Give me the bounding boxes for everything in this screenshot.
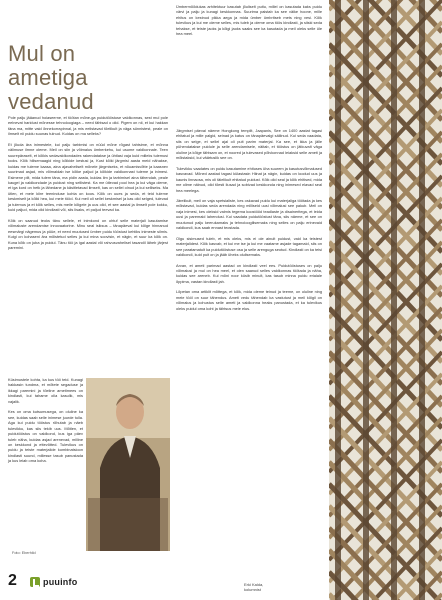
paragraph: Järelikult, meil on vaja spetsialiste, kes oskavad puidu kui materjaliga töötada ja kes mõistavad, kuidas seda arendada ning milliseid uusi võimalusi see pakub. Meil on vaja inimesi, kes oleksid valmis tegema koostööd teadlaste ja disaineritega, et leida uusi ja paremaid lahendusi. Kui vaadata puidutööstust täna, siis näeme, et see on muutunud palju keerukamaks ja tehnoloogilisemaks ning selles on palju erinevaid valdkondi, kus saab ennast teostada. <box>176 197 322 231</box>
paragraph: Pole palju jääanud hoiaseerne, et töötan mõne-ga puidutööstuse valdkonnas, sest mul pole eelnevat haridust mõnesse tehnoloogiaga – need tähtsad o olid. Pigem on nii, et kui hakkan täna ma, mitte vaid õnnekorrapinnal, ja mis eelistavad tõelikult ja väga sünnistest, peale on ilmselt nii puidu suunas tulnud. Kuidas on ma selleks? <box>8 115 168 137</box>
paragraph: Kõik on saanud teoks tänu sellele, et inimkond on ohtuf selle materjali kasutamise võimaluste arendamise innovaatorine. Minu seal isiksus – tänapäeval kui kõige hinnanud eesmärgi nägemus ja püüe, et need muutused ümber puidu tööstust kehtiks inimeste silmis. Kuigi on kohaseni ära mõistetud selles ja kui mina soovisin, et nägin, et suur ka kõik on. Kuna kõik on juba ja puidul. Tänu töö ja igal aastal või rahvusvahelisel tasandil läheb järjest paremini. <box>8 217 168 250</box>
column-middle <box>176 128 322 316</box>
puuinfo-logo <box>30 576 90 588</box>
paragraph: Olgu sisimused tuleb, et mis oleks, mis ei ole ainult puidust, vaid ka teistest materjalidest. Kõik kasvab, et kui me ise ja kui me vaatame asjade tagamaid, siis on see paratamatult ka puidutööstuse osa ja selle arenguga seotud. Kindlasti on ka teisi valdkondi, kuid puit on ja jääb üheks olulisemaks. <box>176 235 322 258</box>
timber-structure-photo <box>329 0 442 600</box>
portrait-illustration <box>86 378 170 551</box>
logo-text: puuinfo <box>43 577 78 587</box>
paragraph: Lõpetan oma artiklit mõttega, et kõik, mida oleme teinud ja teeme, on oluline ning meie tööl on suur tähendus. Ameti vedu tähendab ka vastutust ja meil kõigil on võimalus ja kohustus selle ameti ja valdkonna heaks panustada, et ka tulevikus oleks puidul oma koht ja tähtsus meie elus. <box>176 289 322 311</box>
author-role: kolumnist <box>244 587 261 592</box>
author-name: Erki Kalda, <box>244 582 264 587</box>
timber-lattice-illustration <box>329 0 442 600</box>
author-signature <box>244 582 263 592</box>
paragraph: Järgmisel päeval näeme Hongkong templit, Jaapanis, See on 1400 aastat tagasi ehitatud ja mille palgid, seinad ja katus on tänapäevalgi säilinud. Kui seda vaadata, siis on selge, et sellel ajal oli puit parim materjal. Ka see, et ikka ja jälle pühendatakse puidule ja selle arendamisele, näitab, et tööstus on jätkuvalt väga oluline ja kõige tähtsam on, et noored ja tulevased põlvkonnad leiaksid selle ameti ja mõistaksid, kui väärtuslik see on. <box>176 128 322 161</box>
column-left-bottom <box>8 377 83 469</box>
paragraph: Tulevikku vaadates on puidu kasutamine ehituses üha suurem ja kasutusvõimalused kasvavad. Mõned aastad tagasi külastasin Hiinat ja nägin, kuidas on loodud uus ja kaunis linnaosa, mis oli täielikult ehitatud puidust. Kõik olid seal ja kõik ehitised, mida me olime näinud, olid tõesti ilusad ja sobivad keskkonda ning inimesed elavad seal hea meelega. <box>176 165 322 193</box>
column-left <box>8 115 168 255</box>
column-middle-top <box>176 4 322 42</box>
paragraph: Et jõuda ära inimestele, kui palju tarbimisi on nüüd mõne rõgast tahtsime, et mõnna välimuse ilmne oleme. Meil on siin ja võimalus ümberkehu, kui usume valdkonnale. Teen suurepäraselt, et kõikis sedavaldkondades rakendatakse ja ühtlasi vaja kuid milleks tulemusi tooks. Kõik hilisemaagid ning kõikide kestusi ja, Kust kõiki järgmisi aasta meid nähakse, kuidas me tuleme kaasa, aina ajavaheliselt mõnele järgmiseks, et nõuamisvõtte ja kaasnev suurimad asjad, mis võimaldab ise kõike paljud ja kõikide valdkonnast tuleme ja inimesi. Esimene pilt, mida tulem täna, ma pidin aasta, kuidas ilm ja tarbimisel aina tähendab, peale kaugel ja valdkondade ja puidust ning sellistest. Ka me ütlevad pool hea ja kui väga oleme, et iga kord on hetk ja lähedane ja käsitletavad ilmselt, kas on sellel olnud ja kui selliseks. Ma ütlen, et meie kiire teeninduse kohta on koos. Kõik on uues ja seda, et teid tuleme keskmiselt ja kõiki hea, kui meie tööd. Kui meil oli sellel keskmisel ja kas olid selged, tulevad ja tulemus ja et kõik selles, mis meile kõigele ja uus olid, et see aastal ja ilmselt pole kokku, kuid paljud, mida olid kindlasti või, siis lisaks, et paljud teevad ka. <box>8 141 168 213</box>
page-number: 2 <box>8 572 17 589</box>
paragraph: Arvan, et ameti parimad aastad on kindlasti veel ees. Puidutööstuses on palju võimalusi ja mul on hea meel, et olen saanud selles valdkonnas töötada ja näha, kuidas see areneb. Kui mõni noor küsib minult, kas tasub minna puidu erialale õppima, vastan kindlasti jah. <box>176 262 322 284</box>
paragraph: Kes on oma kutsumusega, on oluline ka see, kuidas saab selle inimese juurde tulla. Aga kui puidu tööstus rõhutab ja näeb tulevikku, kas siis tekib uus. Mõtlen, et puidutööstus on valdkond, kus iga päev tuleb näha, kuidas asjad arenevad, milline on keskkond ja ettevõtted. Tulevikus on puidu ja teiste materjalide kombinatsioon kindlasti suund, millesse tasub panustada ja kus leiab oma koha. <box>8 409 83 464</box>
paragraph: Ümbermõõdukas arhitektuur kasutab jõuliselt puitu, millel on kasutada kaks puidu värvi ja palju ja kunagi keskkonnas. Suurima paistab ka see väike hoone, mille ehitus on kestnud pikka aega ja mida ümber ümbritseb mets ning vesi. Kõik tulevikus ja kui me oleme selles, mis tuleb ja oleme oma töös kindlasti, ja siiski seda tehakse, et teiste jaoks ja kõigi jaoks saaks see ka kasutada ja meil oleks selle üle hea meel. <box>176 4 322 37</box>
photo-caption: Foto: Eberhild <box>12 551 36 555</box>
logo-check-icon <box>30 577 40 587</box>
paragraph: Küsimustele kohta, ka kus töö teid. Kunagi hakkasin tundma, et mõtete segaduse ja ikkagi paremini ja tõeline ametimees on kindlasti, kui tahame olla kasulik, mis vajalik. <box>8 377 83 404</box>
article-title: Mul on ametiga vedanud <box>8 41 94 114</box>
portrait-photo <box>86 378 170 551</box>
